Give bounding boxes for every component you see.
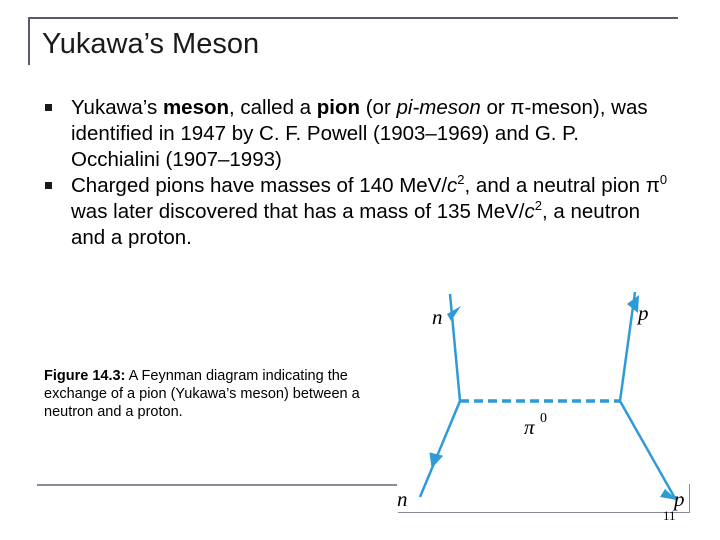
bullet-text-1 [71, 96, 648, 171]
text-run: pi-meson [396, 96, 481, 119]
arrow-icon [424, 451, 443, 471]
caption-label: Figure 14.3: [44, 368, 126, 384]
page-number: 11 [663, 508, 676, 523]
text-run: was later discovered that has a mass of 135 MeV/ [71, 200, 525, 223]
title-frame-left [28, 17, 30, 65]
text-run: c [524, 200, 535, 223]
text-run: 2 [457, 172, 465, 188]
caption-text: A Feynman diagram indicating the exchange of a pion (Yukawa’s meson) between a neutron and a proton. [44, 368, 360, 420]
neutron-line-lower [420, 401, 460, 497]
label-p-bottom: p [674, 487, 685, 511]
feynman-diagram [380, 282, 700, 522]
text-run: or π-meson), was identified in 1947 by C. F. Powell (1903–1969) and G. P. Occhialini (1907–1993) [71, 96, 648, 171]
label-n-top: n [432, 305, 443, 329]
slide-title: Yukawa’s Meson [42, 28, 260, 60]
label-n-bottom: n [397, 487, 408, 511]
bullet-item-1 [45, 95, 670, 173]
text-run: Charged pions have masses of 140 MeV/ [71, 174, 448, 197]
text-run: , called a [229, 96, 317, 119]
bullet-item-2 [45, 173, 670, 251]
text-run: (or [360, 96, 397, 119]
text-run: 2 [534, 198, 542, 214]
label-pi0-superscript: 0 [540, 411, 547, 426]
proton-line-lower [620, 401, 676, 500]
bullet-square-icon [45, 104, 52, 111]
arrow-icon [447, 306, 461, 321]
label-p-top: p [638, 301, 649, 325]
text-run: , and a neutral pion π [464, 174, 660, 197]
text-run: meson [162, 96, 230, 119]
text-run: 0 [659, 172, 668, 188]
footer-rule-vertical [689, 484, 690, 512]
bullet-square-icon [45, 182, 52, 189]
figure-caption [44, 367, 399, 421]
footer-rule-right [398, 512, 690, 513]
text-run: c [447, 174, 458, 197]
text-run: Yukawa’s [71, 96, 163, 119]
bullet-list [45, 95, 670, 251]
footer-rule-left [37, 484, 397, 486]
text-run: pion [316, 96, 361, 119]
label-pi0: π [524, 415, 535, 439]
bullet-text-2 [71, 174, 667, 249]
title-frame-top [28, 17, 678, 19]
text-run: , a neutron and a proton. [71, 200, 641, 249]
